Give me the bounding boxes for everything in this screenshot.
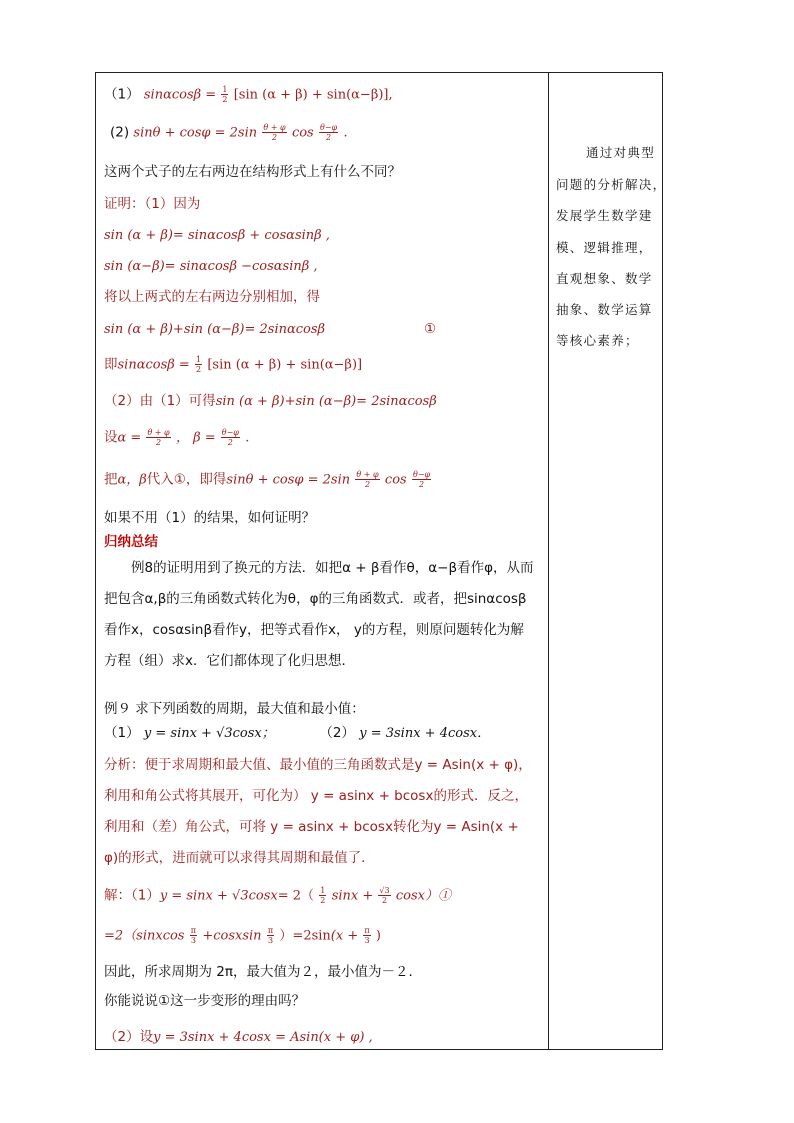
note-line-1: 通过对典型 [586, 145, 656, 160]
note-line-3: 发展学生数学建 [556, 208, 653, 223]
math: cosx）① [395, 888, 451, 904]
part-2 [104, 392, 437, 411]
result-text: 因此，所求周期为 2π，最大值为２，最小值为－２． [104, 964, 423, 980]
math: sinαcosβ = [143, 87, 221, 103]
substitution-result [104, 470, 432, 490]
math: y = sinx + √3cosx； [143, 726, 275, 741]
denominator: 2 [381, 896, 388, 905]
solution-1 [104, 886, 451, 906]
fraction [319, 886, 326, 905]
label: 把 [104, 471, 118, 488]
numerator: θ−φ [320, 123, 338, 132]
math: ）=2sin [279, 928, 331, 944]
label: （2） [319, 725, 355, 741]
numerator: 1 [320, 886, 326, 895]
note-line-2: 问题的分析解决， [556, 177, 667, 192]
part-2-setup [104, 1028, 373, 1047]
math: sin (α + β)+sin (α−β)= 2sinαcosβ [215, 394, 437, 409]
note-line-6: 抽象、数学运算 [556, 302, 653, 317]
label: （2）设 [104, 1029, 154, 1045]
proof-start: 证明：（1）因为 [104, 196, 201, 212]
question-3: 你能说说①这一步变形的理由吗？ [104, 993, 306, 1009]
denominator: 2 [195, 365, 202, 374]
math: sinx + [331, 888, 378, 904]
fraction [146, 428, 170, 447]
denominator: 2 [156, 438, 162, 447]
numerator: θ−φ [413, 470, 431, 479]
numerator: 1 [222, 85, 228, 94]
math: [sin (α + β) + sin(α−β)] [207, 357, 363, 373]
summary-text: 例8的证明用到了换元的方法．如把α + β看作θ，α−β看作φ，从而把包含α,β的三角函数式转化为θ，φ的三角函数式．或者，把sinαcosβ看作x，cosαsinβ看作y，把等式看作x， y的方程，则原问题转化为解方程（组）求x．它们都体现了化归思想． [104, 560, 534, 669]
formula-2 [110, 123, 348, 143]
denominator: 2 [227, 438, 233, 447]
fraction [190, 926, 197, 945]
note-line-4: 模、逻辑推理， [556, 240, 653, 255]
math: y = sinx + √3cosx [159, 888, 278, 904]
math: cos [291, 125, 314, 141]
column-divider [548, 73, 549, 1049]
formula-4 [104, 355, 362, 375]
math: =2（sinxcos [104, 928, 185, 944]
formula-1 [104, 85, 393, 105]
denominator: 2 [326, 133, 332, 142]
math: +cosxsin [202, 928, 262, 944]
label: （1） [104, 86, 140, 103]
math: sin (α + β)+sin (α−β)= 2sinαcosβ [104, 322, 326, 337]
fraction [262, 123, 286, 142]
fraction [363, 926, 370, 945]
summary-title: 归纳总结 [104, 534, 158, 550]
denominator: 2 [419, 480, 425, 489]
fraction [378, 886, 390, 905]
denominator: 2 [364, 480, 371, 489]
denominator: 3 [190, 936, 196, 945]
denominator: 3 [364, 936, 370, 945]
math: (x + [330, 928, 363, 944]
numerator: √3 [379, 886, 390, 895]
math: sinαcosβ = [117, 357, 194, 373]
formula-3 [104, 320, 325, 339]
numerator: θ + φ [147, 428, 170, 437]
example-9: 例９ 求下列函数的周期，最大值和最小值： [104, 701, 365, 717]
math: y = 3sinx + 4cosx． [359, 726, 491, 741]
numerator: θ−φ [221, 428, 239, 437]
fraction [221, 85, 228, 104]
numerator: θ + φ [263, 123, 286, 132]
analysis-text: 分析：便于求周期和最大值、最小值的三角函数式是y = Asin(x + φ)，利用和角公式将其展开，可化为） y = asinx + bcosx的形式．反之，利用和（差）角公式，可将 y = asinx + bcosx转化为y = Asin(x + φ)的形式，进而就可以求得其周期和最值了． [104, 757, 532, 866]
denominator: 3 [267, 936, 274, 945]
fraction [319, 123, 338, 142]
label: （1） [104, 725, 140, 741]
solution-2 [104, 926, 381, 946]
question-1: 这两个式子的左右两边在结构形式上有什么不同？ [104, 164, 401, 180]
example-9-items [104, 724, 490, 743]
math: sinθ + cosφ = 2sin [133, 125, 258, 141]
math: y = 3sinx + 4cosx = Asin(x + φ) , [153, 1030, 373, 1045]
math: α = [117, 430, 146, 446]
fraction [355, 470, 379, 489]
fraction [267, 926, 274, 945]
denominator: 2 [222, 95, 228, 104]
fraction [195, 355, 202, 374]
label: 解：（1） [104, 887, 160, 904]
fraction [412, 470, 431, 489]
math: α，β [117, 472, 147, 488]
note-line-7: 等核心素养； [556, 333, 639, 348]
math: [sin (α + β) + sin(α−β)], [233, 87, 393, 103]
note-line-5: 直观想象、数学 [556, 271, 653, 286]
numerator: π [364, 926, 370, 935]
math: . [343, 125, 348, 141]
denominator: 2 [271, 133, 278, 142]
label: 设 [104, 429, 118, 446]
add-text: 将以上两式的左右两边分别相加，得 [104, 289, 320, 305]
label: （2）由（1）可得 [104, 393, 216, 409]
math: sinθ + cosφ = 2sin [226, 472, 351, 488]
numerator: π [190, 926, 197, 935]
math: ， β = [175, 430, 220, 446]
fraction [221, 428, 240, 447]
label: 代入①，即得 [146, 471, 227, 488]
math: = 2（ [277, 888, 314, 904]
label: 即 [104, 356, 118, 373]
numerator: 1 [195, 355, 202, 364]
label: (2) [110, 124, 134, 141]
lesson-table [95, 72, 667, 1050]
math: . [245, 430, 250, 446]
substitution-set [104, 428, 249, 448]
circle-one: ① [424, 321, 437, 337]
numerator: π [267, 926, 274, 935]
numerator: θ + φ [356, 470, 379, 479]
formula-diff: sin (α−β)= sinαcosβ −cosαsinβ , [104, 259, 318, 274]
denominator: 2 [320, 896, 326, 905]
formula-sum: sin (α + β)= sinαcosβ + cosαsinβ , [104, 228, 330, 243]
math: ) [375, 928, 381, 944]
math: cos [384, 472, 407, 488]
question-2: 如果不用（1）的结果，如何证明？ [104, 510, 316, 526]
